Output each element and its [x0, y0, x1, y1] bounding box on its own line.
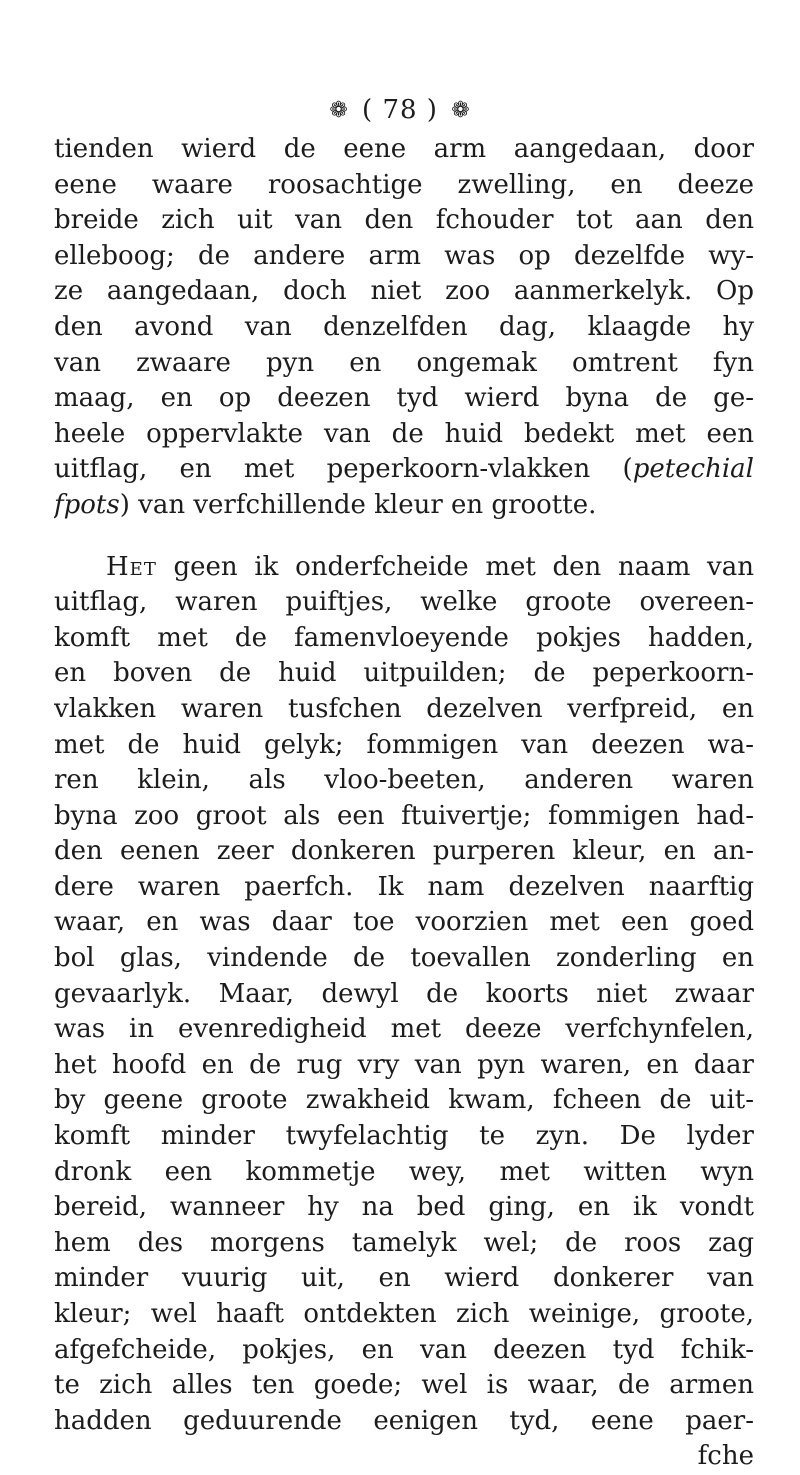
text-line: [54, 488, 754, 524]
text-line: komft met de famenvloeyende pokjes hadden,: [54, 622, 754, 653]
text-line: ze aangedaan, doch niet zoo aanmerkelyk. Op: [54, 276, 754, 307]
text-line: en boven de huid uitpuilden; de peperkoorn-: [54, 658, 754, 689]
text-segment: uitflag, en met peperkoorn-vlakken (: [54, 454, 633, 485]
text-line: afgefcheide, pokjes, en van deezen tyd fchik-: [54, 1334, 754, 1365]
text-line: by geene groote zwakheid kwam, fcheen de uit-: [54, 1085, 754, 1116]
text-line: hadden geduurende eenigen tyd, eene paer-: [54, 1405, 754, 1436]
text-line: bereid, wanneer hy na bed ging, en ik vondt: [54, 1192, 754, 1223]
text-line: te zich alles ten goede; wel is waar, de armen: [54, 1370, 754, 1401]
text-line: [54, 452, 754, 488]
text-line: met de huid gelyk; fommigen van deezen wa-: [54, 729, 754, 760]
text-line: hem des morgens tamelyk wel; de roos zag: [54, 1227, 754, 1258]
text-line: was in evenredigheid met deeze verfchynfelen,: [54, 1014, 754, 1045]
text-line: waar, en was daar toe voorzien met een goed: [54, 907, 754, 938]
paragraph-1: [54, 132, 754, 524]
text-line: eene waare roosachtige zwelling, en deeze: [54, 169, 754, 200]
ornament-left-icon: ❁: [329, 97, 349, 123]
text-line: byna zoo groot als een ftuivertje; fommigen had-: [54, 800, 754, 831]
text-line: het hoofd en de rug vry van pyn waren, en daar: [54, 1049, 754, 1080]
text-line: vlakken waren tusfchen dezelven verfpreid, en: [54, 693, 754, 724]
text-line: heele oppervlakte van de huid bedekt met een: [54, 418, 754, 449]
italic-term: petechial: [632, 454, 754, 485]
text-line: maag, en op deezen tyd wierd byna de ge-: [54, 383, 754, 414]
page-header: [0, 94, 800, 125]
text-line: elleboog; de andere arm was op dezelfde wy-: [54, 240, 754, 271]
text-line: gevaarlyk. Maar, dewyl de koorts niet zwaar: [54, 978, 754, 1009]
text-segment: geen ik onderfcheide met den naam van: [156, 551, 754, 582]
text-line: dronk een kommetje wey, met witten wyn: [54, 1156, 754, 1187]
lead-word: Het: [106, 551, 157, 582]
text-line: [54, 550, 754, 586]
page-number: ( 78 ): [362, 95, 438, 125]
text-line: minder vuurig uit, en wierd donkerer van: [54, 1263, 754, 1294]
text-line: van zwaare pyn en ongemak omtrent fyn: [54, 347, 754, 378]
text-line: den eenen zeer donkeren purperen kleur, en an-: [54, 836, 754, 867]
text-line: breide zich uit van den fchouder tot aan den: [54, 205, 754, 236]
text-line: ren klein, als vloo-beeten, anderen waren: [54, 765, 754, 796]
text-line: bol glas, vindende de toevallen zonderling en: [54, 943, 754, 974]
body-text: [54, 132, 754, 1475]
text-segment: ) van verfchillende kleur en grootte.: [119, 489, 597, 520]
paragraph-2: [54, 550, 754, 1475]
text-line: tienden wierd de eene arm aangedaan, door: [54, 134, 754, 164]
ornament-right-icon: ❁: [451, 97, 471, 123]
text-line: dere waren paerfch. Ik nam dezelven naarftig: [54, 871, 754, 902]
text-line: uitflag, waren puiftjes, welke groote overeen-: [54, 587, 754, 618]
text-line: kleur; wel haaft ontdekten zich weinige, groote,: [54, 1299, 754, 1329]
italic-term: fpots: [54, 489, 120, 520]
text-line: den avond van denzelfden dag, klaagde hy: [54, 311, 754, 342]
text-line: komft minder twyfelachtig te zyn. De lyder: [54, 1121, 754, 1152]
catchword: fche: [697, 1441, 754, 1472]
